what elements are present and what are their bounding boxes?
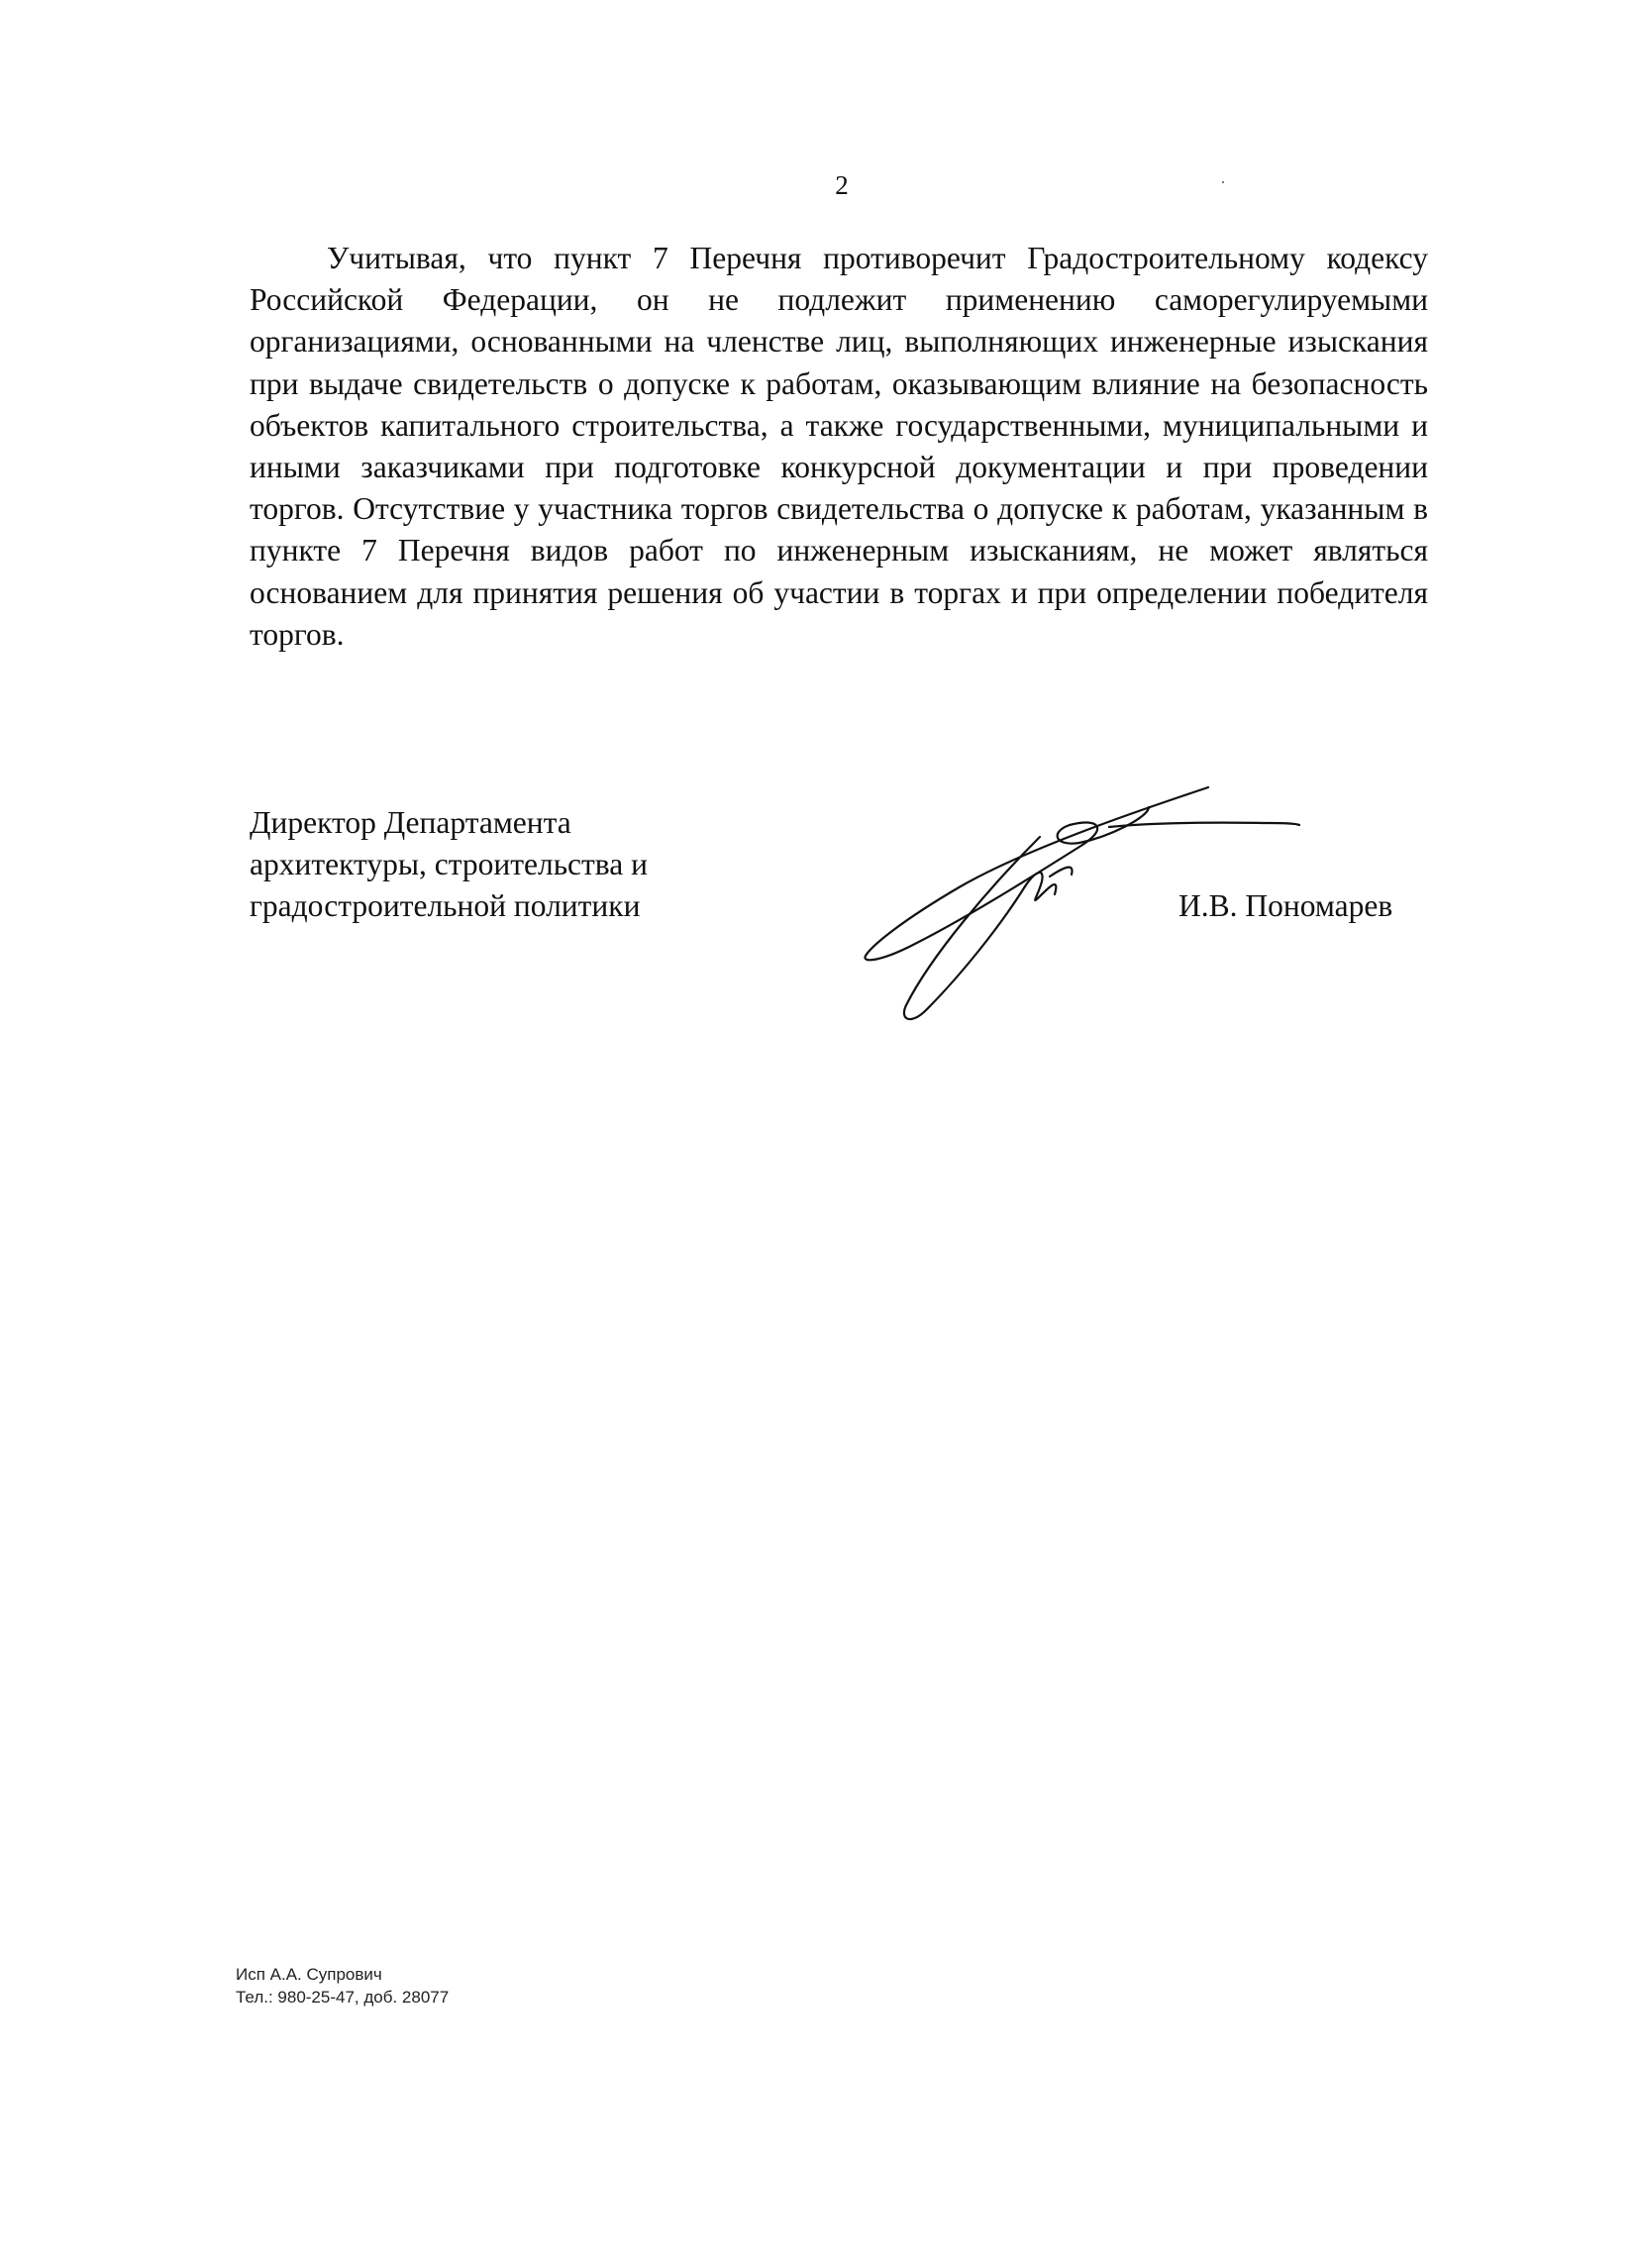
- signer-name: И.В. Пономарев: [1178, 888, 1393, 923]
- executor-info: [236, 1963, 449, 2009]
- signature-stroke-6: [1109, 823, 1299, 827]
- executor-name: Исп А.А. Супрович: [236, 1965, 382, 1984]
- signature-stroke-5: [1050, 868, 1073, 876]
- body-paragraph: Учитывая, что пункт 7 Перечня противоречит Градостроительному кодексу Российской Федерации, он не подлежит применению саморегулируемыми организациями, основанными на членстве лиц, выполняющих инженерные изыскания при выдаче свидетельств о допуске к работам, оказывающим влияние на безопасность объектов капитального строительства, а также государственными, муниципальными и иными заказчиками при подготовке конкурсной документации и при проведении торгов. Отсутствие у участника торгов свидетельства о допуске к работам, указанным в пункте 7 Перечня видов работ по инженерным изысканиям, не может являться основанием для принятия решения об участии в торгах и при определении победителя торгов.: [250, 241, 1428, 652]
- position-line-2: архитектуры, строительства и: [250, 847, 648, 881]
- signature-stroke-3: [904, 837, 1040, 1019]
- page-number: 2: [835, 170, 849, 200]
- position-line-3: градостроительной политики: [250, 888, 641, 923]
- executor-phone: Тел.: 980-25-47, доб. 28077: [236, 1988, 450, 2007]
- position-line-1: Директор Департамента: [250, 805, 571, 840]
- signatory-position: [250, 802, 648, 927]
